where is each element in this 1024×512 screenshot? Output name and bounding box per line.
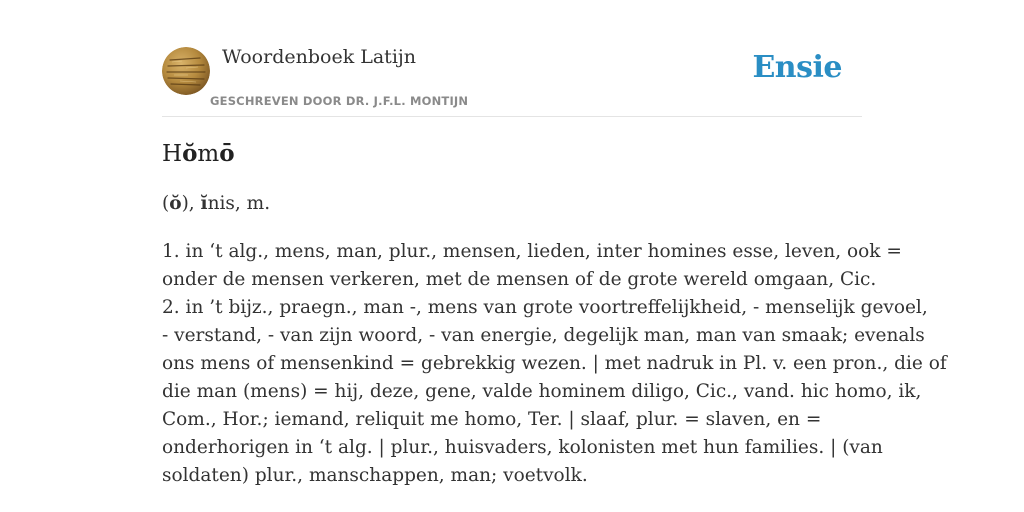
definition-line: Com., Hor.; iemand, reliquit me homo, Ter. | slaaf, plur. = slaven, en = xyxy=(162,409,822,430)
page-container xyxy=(162,0,947,486)
headword-part: H xyxy=(162,141,183,167)
author-credit: GESCHREVEN DOOR DR. J.F.L. MONTIJN xyxy=(210,94,469,108)
grammar-part: nis, m. xyxy=(207,193,271,214)
headword-part-breve: ŏ xyxy=(182,140,198,167)
definition-line: 1. in ‘t alg., mens, man, plur., mensen, lieden, inter homines esse, leven, ook = xyxy=(162,241,902,262)
definition-line: ons mens of mensenkind = gebrekkig wezen. | met nadruk in Pl. v. een pron., die of xyxy=(162,353,947,374)
definition-line: onder de mensen verkeren, met de mensen of de grote wereld omgaan, Cic. xyxy=(162,269,877,290)
entry-headword xyxy=(162,140,235,167)
definition-line: soldaten) plur., manschappen, man; voetvolk. xyxy=(162,465,588,486)
grammar-part-bold: ĭ xyxy=(200,193,208,214)
definition-line: die man (mens) = hij, deze, gene, valde hominem diligo, Cic., vand. hic homo, ik, xyxy=(162,381,922,402)
grammar-part-bold: ŏ xyxy=(169,193,182,214)
definition-line: - verstand, - van zijn woord, - van energie, degelijk man, man van smaak; evenals xyxy=(162,325,925,346)
grammar-part: ( xyxy=(162,193,170,214)
site-header xyxy=(162,0,862,117)
entry-definition xyxy=(162,238,947,490)
ensie-brand-logo[interactable]: Ensie xyxy=(752,50,842,85)
headword-part: m xyxy=(197,141,220,167)
latin-inscription-coin-icon[interactable] xyxy=(162,47,210,95)
definition-line: onderhorigen in ‘t alg. | plur., huisvaders, kolonisten met hun families. | (van xyxy=(162,437,883,458)
definition-line: 2. in ’t bijz., praegn., man -, mens van grote voortreffelijkheid, - menselijk gevoel, xyxy=(162,297,928,318)
dictionary-title[interactable]: Woordenboek Latijn xyxy=(222,46,417,68)
grammar-part: ), xyxy=(181,193,201,214)
headword-part-macron: ō xyxy=(219,140,235,167)
entry-grammar xyxy=(162,193,270,214)
